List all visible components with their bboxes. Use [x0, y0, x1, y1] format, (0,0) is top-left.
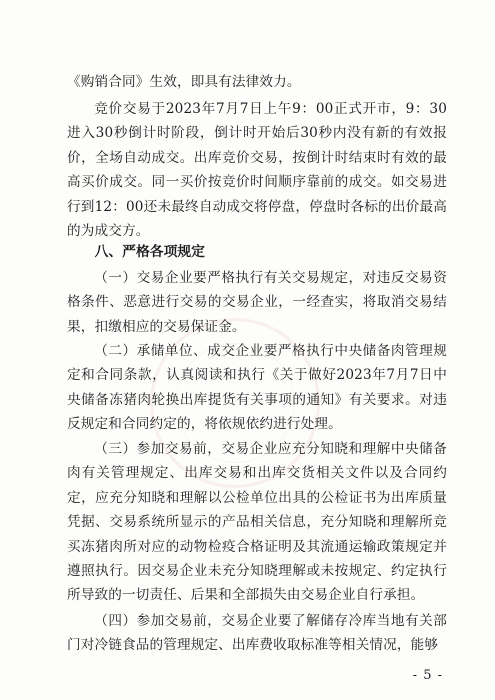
paragraph-text: 《购销合同》生效，即具有法律效力。 — [67, 74, 301, 90]
paragraph-text: （一）交易企业要严格执行有关交易规定，对违反交易资格条件、恶意进行交易的交易企业，一经查实，将取消交易结果，扣缴相应的交易保证金。 — [67, 270, 447, 335]
paragraph-rule-3 — [67, 437, 447, 608]
paragraph-text: （二）承储单位、成交企业要严格执行中央储备肉管理规定和合同条款，认真阅读和执行《关于做好2023年7月7日中央储备冻猪肉轮换出库提货有关事项的通知》有关要求。对违反规定和合同约定的，将依规依约进行处理。 — [67, 343, 447, 433]
paragraph-contract-effect — [67, 70, 447, 94]
paragraph-rule-2 — [67, 339, 447, 437]
section-heading-text: 八、严格各项规定 — [94, 244, 205, 260]
paragraph-text: （三）参加交易前，交易企业应充分知晓和理解中央储备肉有关管理规定、出库交易和出库交货相关文件以及合同约定，应充分知晓和理解以公检单位出具的公检证书为出库质量凭据、交易系统所显示的产品相关信息，充分知晓和理解所竞买冻猪肉所对应的动物检疫合格证明及其流通运输政策规定并遵照执行。因交易企业未充分知晓理解或未按规定、约定执行所导致的一切责任、后果和全部损失由交易企业自行承担。 — [67, 441, 447, 604]
paragraph-rule-1 — [67, 266, 447, 339]
section-heading — [67, 240, 447, 264]
paragraph-text: 竞价交易于2023年7月7日上午9：00正式开市，9：30进入30秒倒计时阶段，倒计时开始后30秒内没有新的有效报价，全场自动成交。出库竞价交易，按倒计时结束时有效的最高买价成交。同一买价按竞价时间顺序靠前的成交。如交易进行到12：00还未最终自动成交将停盘，停盘时各标的出价最高的为成交方。 — [67, 101, 447, 240]
paragraph-auction-rules — [67, 97, 447, 243]
page-number: - 5 - — [412, 668, 443, 683]
paragraph-text: （四）参加交易前，交易企业要了解储存冷库当地有关部门对冷链食品的管理规定、出库费收取标准等相关情况，能够 — [67, 613, 447, 654]
paragraph-rule-4 — [67, 609, 447, 658]
